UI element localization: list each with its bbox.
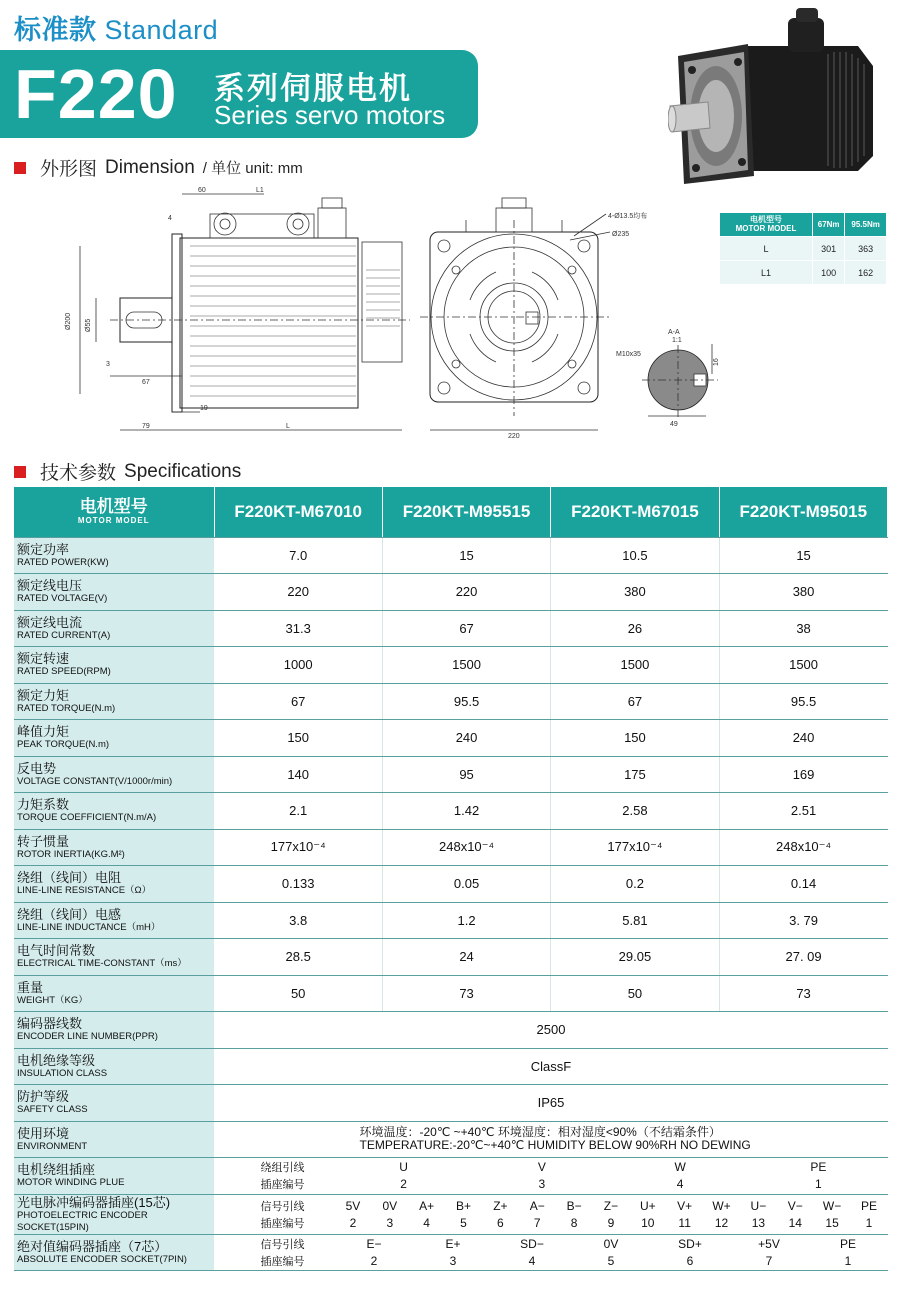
pinout-pin: 9 xyxy=(607,1215,615,1230)
length-table-cell: L1 xyxy=(720,261,813,285)
spec-value: 2.51 xyxy=(719,793,887,830)
spec-value: 15 xyxy=(382,537,550,574)
spec-label-cn: 额定力矩 xyxy=(17,687,70,703)
pinout-lead-label: 信号引线 xyxy=(260,1238,305,1251)
pinout-pin: 6 xyxy=(497,1215,504,1230)
pinout-pin: 3 xyxy=(449,1253,457,1268)
pinout-pin-label: 插座编号 xyxy=(260,1179,305,1192)
dim-3: 3 xyxy=(106,361,110,368)
front-view xyxy=(420,198,610,430)
pinout-lead: PE xyxy=(861,1198,878,1213)
spec-label xyxy=(14,975,214,1012)
spec-value: 380 xyxy=(719,574,887,611)
spec-label-en: VOLTAGE CONSTANT(V/1000r/min) xyxy=(17,775,173,787)
standard-title-cn: 标准款 xyxy=(14,15,97,45)
pinout-row xyxy=(14,1194,888,1234)
spec-label-cn: 电机绕组插座 xyxy=(17,1162,96,1178)
section-marker xyxy=(14,162,26,174)
spec-label-en: ENCODER LINE NUMBER(PPR) xyxy=(17,1031,158,1043)
pinout-lead: W xyxy=(674,1160,686,1175)
spec-value: 67 xyxy=(382,610,550,647)
pinout-pin: 5 xyxy=(607,1253,615,1268)
length-table-head-en: MOTOR MODEL xyxy=(735,223,797,233)
spec-value: 1500 xyxy=(382,647,550,684)
spec-label-cn: 使用环境 xyxy=(17,1125,70,1141)
length-table-cell: 363 xyxy=(845,237,887,261)
spec-label-cn: 额定线电压 xyxy=(17,578,83,594)
pinout-lead: PE xyxy=(839,1236,856,1251)
spec-value: 177x10⁻⁴ xyxy=(551,829,719,866)
series-banner xyxy=(0,50,478,138)
spec-label xyxy=(14,683,214,720)
spec-value: 7.0 xyxy=(214,537,382,574)
spec-value: 31.3 xyxy=(214,610,382,647)
standard-title xyxy=(14,8,218,47)
spec-label xyxy=(14,1085,214,1122)
spec-head-model-cn: 电机型号 xyxy=(79,497,148,516)
pinout-pin: 7 xyxy=(765,1253,773,1268)
spec-label-en: MOTOR WINDING PLUE xyxy=(17,1177,125,1189)
spec-label xyxy=(14,756,214,793)
spec-label xyxy=(14,1048,214,1085)
environment-value xyxy=(214,1121,888,1158)
dimension-heading-en: Dimension xyxy=(105,156,195,178)
spec-label-cn: 防护等级 xyxy=(17,1089,70,1105)
spec-value: 29.05 xyxy=(551,939,719,976)
pinout-pin: 5 xyxy=(460,1215,467,1230)
dimension-unit: / 单位 unit: mm xyxy=(202,160,303,177)
spec-label-cn: 转子惯量 xyxy=(17,833,70,849)
spec-label xyxy=(14,1158,214,1195)
spec-label xyxy=(14,866,214,903)
pinout-pin: 11 xyxy=(678,1215,691,1230)
spec-label-en: RATED SPEED(RPM) xyxy=(17,666,111,678)
length-table-cell: 100 xyxy=(813,261,845,285)
dim-79: 79 xyxy=(142,423,150,430)
length-table-cell: L xyxy=(720,237,813,261)
spec-value: 0.14 xyxy=(719,866,887,903)
spec-value: 95.5 xyxy=(719,683,887,720)
spec-label-en: WEIGHT（KG） xyxy=(17,994,88,1006)
pinout-pin: 1 xyxy=(865,1215,873,1230)
dim-holes: 4-Ø13.5均布 xyxy=(608,213,648,220)
spec-label-en: RATED VOLTAGE(V) xyxy=(17,593,108,605)
pinout-pin: 3 xyxy=(386,1215,394,1230)
spec-label xyxy=(14,793,214,830)
dimension-heading xyxy=(14,154,303,181)
spec-head-model-en: MOTOR MODEL xyxy=(77,515,150,525)
pinout-pin: 2 xyxy=(400,1177,407,1192)
pinout-lead: SD+ xyxy=(678,1236,702,1251)
pinout-pin: 4 xyxy=(423,1215,430,1230)
spec-row xyxy=(14,574,888,611)
spec-label-cn: 额定转速 xyxy=(17,651,70,667)
spec-label-en: ROTOR INERTIA(KG.M²) xyxy=(17,848,125,860)
spec-body xyxy=(14,537,888,1271)
spec-label xyxy=(14,1194,214,1234)
pinout-pin: 15 xyxy=(825,1215,839,1230)
dimension-heading-cn: 外形图 xyxy=(40,159,98,180)
spec-value: 1.2 xyxy=(382,902,550,939)
length-table xyxy=(719,212,887,285)
spec-row xyxy=(14,1012,888,1049)
pinout-lead: V− xyxy=(787,1198,803,1213)
pinout-table xyxy=(215,1235,888,1269)
spec-value: 2.58 xyxy=(551,793,719,830)
pinout-table xyxy=(215,1159,888,1193)
pinout-pin: 7 xyxy=(533,1215,541,1230)
dim-200: Ø200 xyxy=(65,312,72,330)
spec-label xyxy=(14,1234,214,1271)
spec-label-en: LINE-LINE INDUCTANCE（mH） xyxy=(17,921,161,933)
pinout-pin: 8 xyxy=(570,1215,578,1230)
pinout-lead: PE xyxy=(810,1160,827,1175)
pinout-pin: 1 xyxy=(844,1253,852,1268)
spec-label-en: LINE-LINE RESISTANCE（Ω） xyxy=(17,885,152,897)
pinout-lead: 0V xyxy=(603,1236,619,1251)
pinout-lead: V xyxy=(537,1160,546,1175)
pinout-row xyxy=(14,1234,888,1271)
dim-220: 220 xyxy=(508,433,520,440)
spec-value: 95.5 xyxy=(382,683,550,720)
spec-row xyxy=(14,902,888,939)
spec-row xyxy=(14,647,888,684)
spec-value: 175 xyxy=(551,756,719,793)
spec-row xyxy=(14,829,888,866)
spec-label xyxy=(14,610,214,647)
spec-label-en: PEAK TORQUE(N.m) xyxy=(17,739,110,751)
spec-value: ClassF xyxy=(214,1048,888,1085)
spec-value: 2.1 xyxy=(214,793,382,830)
length-table-col-67: 67Nm xyxy=(813,213,845,237)
spec-label xyxy=(14,537,214,574)
spec-value: 220 xyxy=(382,574,550,611)
pinout-lead: Z+ xyxy=(493,1198,508,1213)
spec-value: 0.2 xyxy=(551,866,719,903)
environment-line-cn: 环境温度：-20℃ ~+40℃ 环境湿度：相对湿度<90%（不结霜条件） xyxy=(359,1125,721,1140)
side-view xyxy=(80,194,410,430)
spec-value: 10.5 xyxy=(551,537,719,574)
pinout-lead: SD− xyxy=(520,1236,544,1251)
spec-value: 95 xyxy=(382,756,550,793)
pinout-lead: E− xyxy=(366,1236,382,1251)
spec-label xyxy=(14,1121,214,1158)
pinout-lead: A− xyxy=(529,1198,545,1213)
dim-49: 49 xyxy=(670,421,678,428)
spec-head-model xyxy=(14,487,214,537)
spec-label-cn: 电机绝缘等级 xyxy=(17,1052,96,1068)
spec-value: 3.8 xyxy=(214,902,382,939)
pinout-lead: V+ xyxy=(677,1198,693,1213)
spec-label-cn: 电气时间常数 xyxy=(17,943,96,959)
spec-value: 67 xyxy=(551,683,719,720)
spec-value: 248x10⁻⁴ xyxy=(382,829,550,866)
spec-table xyxy=(14,487,888,1271)
pinout-pin: 13 xyxy=(751,1215,766,1230)
spec-value: 38 xyxy=(719,610,887,647)
spec-value: 248x10⁻⁴ xyxy=(719,829,887,866)
spec-value: 28.5 xyxy=(214,939,382,976)
spec-label-cn: 绝对值编码器插座（7芯） xyxy=(17,1238,168,1254)
spec-label xyxy=(14,1012,214,1049)
spec-row xyxy=(14,720,888,757)
dim-235: Ø235 xyxy=(612,231,630,238)
pinout-lead: B− xyxy=(566,1198,582,1213)
pinout-pin: 14 xyxy=(788,1215,802,1230)
length-table-head-cn: 电机型号 xyxy=(750,214,783,224)
spec-label-en: ENVIRONMENT xyxy=(17,1140,88,1152)
spec-label-en: ELECTRICAL TIME-CONSTANT（ms） xyxy=(17,958,187,970)
spec-row xyxy=(14,610,888,647)
pinout-lead: +5V xyxy=(758,1236,780,1251)
spec-value: 15 xyxy=(719,537,887,574)
spec-heading-cn: 技术参数 xyxy=(40,463,117,484)
series-title-cn: 系列伺服电机 xyxy=(214,71,412,106)
spec-label-cn: 额定功率 xyxy=(17,541,70,557)
spec-row xyxy=(14,756,888,793)
spec-label xyxy=(14,829,214,866)
pinout-lead-label: 绕组引线 xyxy=(260,1162,305,1175)
spec-value: 50 xyxy=(214,975,382,1012)
model-header: F220KT-M67010 xyxy=(214,487,382,537)
dim-55: Ø55 xyxy=(85,318,92,332)
spec-value: 150 xyxy=(214,720,382,757)
environment-line-en: TEMPERATURE:-20℃~+40℃ HUMIDITY BELOW 90%RH NO DEWING xyxy=(359,1138,751,1153)
pinout-pin: 10 xyxy=(641,1215,655,1230)
pinout-grid xyxy=(214,1234,888,1271)
spec-label-en: INSULATION CLASS xyxy=(17,1067,108,1079)
spec-value: 150 xyxy=(551,720,719,757)
pinout-lead: A+ xyxy=(419,1198,435,1213)
pinout-lead: W− xyxy=(822,1198,842,1213)
model-header: F220KT-M95515 xyxy=(382,487,550,537)
pinout-lead: U− xyxy=(750,1198,767,1213)
spec-value: 1500 xyxy=(551,647,719,684)
pinout-lead: U+ xyxy=(639,1198,656,1213)
pinout-pin: 12 xyxy=(714,1215,729,1230)
spec-heading xyxy=(14,458,249,485)
pinout-lead: 0V xyxy=(382,1198,398,1213)
series-title-en: Series servo motors xyxy=(214,100,446,130)
dim-l: L xyxy=(286,423,290,430)
length-table-cell: 301 xyxy=(813,237,845,261)
spec-value: 5.81 xyxy=(551,902,719,939)
servo-motor-photo xyxy=(668,6,890,196)
spec-label-en: SAFETY CLASS xyxy=(17,1104,88,1116)
model-header: F220KT-M67015 xyxy=(551,487,719,537)
spec-value: 26 xyxy=(551,610,719,647)
spec-value: 73 xyxy=(382,975,550,1012)
spec-value: 2500 xyxy=(214,1012,888,1049)
spec-value: 1000 xyxy=(214,647,382,684)
spec-value: 240 xyxy=(719,720,887,757)
environment-row xyxy=(14,1121,888,1158)
spec-label-en: PHOTOELECTRIC ENCODER SOCKET(15PIN) xyxy=(17,1209,148,1233)
dim-67: 67 xyxy=(142,379,150,386)
spec-value: 380 xyxy=(551,574,719,611)
model-header: F220KT-M95015 xyxy=(719,487,887,537)
section-marker xyxy=(14,466,26,478)
pinout-lead: W+ xyxy=(712,1198,731,1213)
length-table-col-95: 95.5Nm xyxy=(845,213,887,237)
spec-label-cn: 重量 xyxy=(17,979,44,995)
pinout-pin-label: 插座编号 xyxy=(260,1217,305,1230)
pinout-pin: 2 xyxy=(349,1215,357,1230)
pinout-pin: 2 xyxy=(370,1253,378,1268)
spec-label-cn: 编码器线数 xyxy=(17,1016,83,1032)
spec-value: 73 xyxy=(719,975,887,1012)
pinout-row xyxy=(14,1158,888,1195)
spec-label-cn: 绕组（线间）电阻 xyxy=(17,870,122,886)
dim-19: 19 xyxy=(200,405,208,412)
spec-value: 140 xyxy=(214,756,382,793)
spec-row xyxy=(14,975,888,1012)
thread-label: M10x35 xyxy=(616,351,641,358)
spec-value: 177x10⁻⁴ xyxy=(214,829,382,866)
spec-row xyxy=(14,683,888,720)
standard-title-en: Standard xyxy=(104,15,219,45)
spec-label-en: ABSOLUTE ENCODER SOCKET(7PIN) xyxy=(17,1253,187,1265)
spec-label-en: RATED CURRENT(A) xyxy=(17,629,111,641)
pinout-lead: U xyxy=(399,1160,408,1175)
pinout-pin: 4 xyxy=(676,1177,684,1192)
spec-row xyxy=(14,866,888,903)
spec-value: 50 xyxy=(551,975,719,1012)
spec-row xyxy=(14,1085,888,1122)
spec-row xyxy=(14,1048,888,1085)
spec-heading-en: Specifications xyxy=(124,460,242,482)
pinout-table xyxy=(215,1197,888,1231)
spec-label-en: RATED POWER(KW) xyxy=(17,556,109,568)
spec-value: 24 xyxy=(382,939,550,976)
pinout-grid xyxy=(214,1158,888,1195)
length-table-head xyxy=(720,213,813,237)
spec-value: 240 xyxy=(382,720,550,757)
key-width: 16 xyxy=(713,358,720,366)
spec-label-cn: 峰值力矩 xyxy=(17,724,70,740)
spec-value: 220 xyxy=(214,574,382,611)
spec-value: 67 xyxy=(214,683,382,720)
pinout-lead: 5V xyxy=(345,1198,361,1213)
spec-value: 27. 09 xyxy=(719,939,887,976)
pinout-pin: 3 xyxy=(538,1177,546,1192)
dim-60: 60 xyxy=(198,187,206,194)
pinout-lead: B+ xyxy=(456,1198,472,1213)
dimension-drawing xyxy=(50,180,730,440)
spec-label xyxy=(14,902,214,939)
spec-label-en: RATED TORQUE(N.m) xyxy=(17,702,116,714)
section-label: A-A xyxy=(668,329,680,336)
spec-value: 0.133 xyxy=(214,866,382,903)
spec-label xyxy=(14,939,214,976)
spec-label-cn: 力矩系数 xyxy=(17,797,70,813)
spec-label xyxy=(14,574,214,611)
spec-label-cn: 反电势 xyxy=(17,760,57,776)
spec-value: 1500 xyxy=(719,647,887,684)
section-scale: 1:1 xyxy=(672,337,682,344)
pinout-grid xyxy=(214,1194,888,1234)
pinout-lead: Z− xyxy=(603,1198,619,1213)
spec-row xyxy=(14,537,888,574)
model-name: F220 xyxy=(14,55,178,133)
pinout-pin-label: 插座编号 xyxy=(260,1255,305,1268)
pinout-pin: 4 xyxy=(528,1253,536,1268)
spec-row xyxy=(14,793,888,830)
spec-value: 1.42 xyxy=(382,793,550,830)
pinout-pin: 6 xyxy=(686,1253,694,1268)
spec-label-cn: 绕组（线间）电感 xyxy=(17,906,122,922)
length-table-cell: 162 xyxy=(845,261,887,285)
spec-row xyxy=(14,939,888,976)
dim-l1: L1 xyxy=(256,187,264,194)
dim-4: 4 xyxy=(168,215,172,222)
spec-value: 3. 79 xyxy=(719,902,887,939)
spec-label xyxy=(14,647,214,684)
pinout-lead-label: 信号引线 xyxy=(260,1200,305,1213)
spec-label-en: TORQUE COEFFICIENT(N.m/A) xyxy=(17,812,157,824)
section-view xyxy=(642,344,718,420)
spec-label xyxy=(14,720,214,757)
spec-label-cn: 光电脉冲编码器插座(15芯) xyxy=(17,1194,171,1210)
spec-label-cn: 额定线电流 xyxy=(17,614,83,630)
pinout-lead: E+ xyxy=(445,1236,461,1251)
spec-value: 169 xyxy=(719,756,887,793)
spec-value: IP65 xyxy=(214,1085,888,1122)
pinout-pin: 1 xyxy=(815,1177,822,1192)
spec-value: 0.05 xyxy=(382,866,550,903)
